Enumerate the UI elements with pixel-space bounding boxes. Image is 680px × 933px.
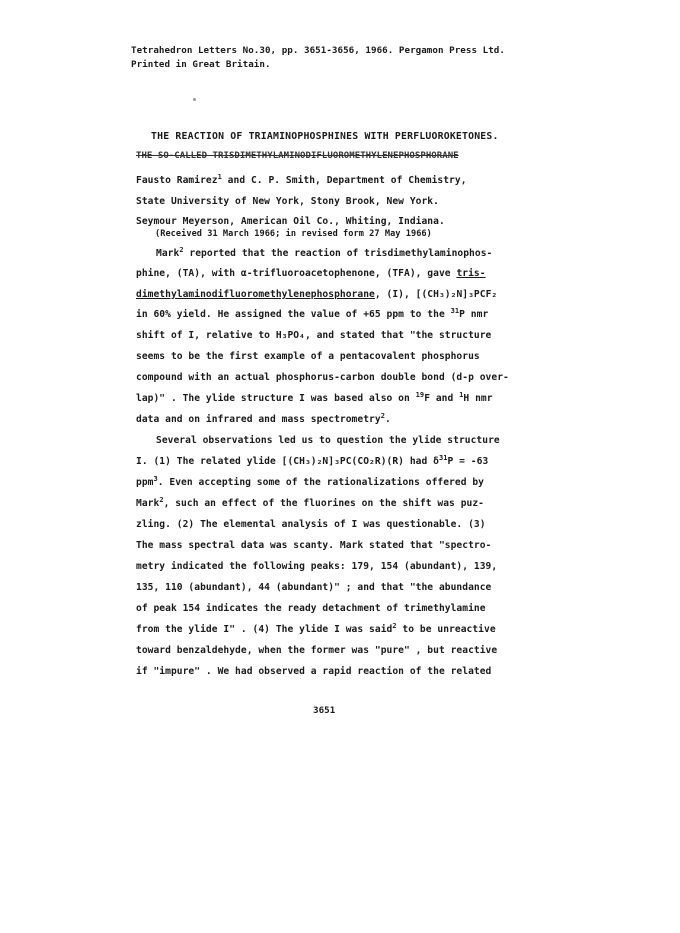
text-span: reported that the reaction of trisdimethylaminophos- <box>183 248 493 259</box>
citation-marker: 2 <box>392 622 397 630</box>
text-span: P nmr <box>459 309 489 320</box>
text-line: metry indicated the following peaks: 179, 154 (abundant), 139, <box>136 561 498 572</box>
header-line-2: Printed in Great Britain. <box>131 59 271 70</box>
paper-title: THE REACTION OF TRIAMINOPHOSPHINES WITH PERFLUOROKETONES. <box>151 131 499 142</box>
superscript: 1 <box>459 391 464 399</box>
superscript: 19 <box>415 391 425 399</box>
superscript: 31 <box>438 454 448 462</box>
struck-subtitle: THE SO-CALLED TRISDIMETHYLAMINODIFLUOROMETHYLENEPHOSPHORANE <box>136 151 459 161</box>
received-date: (Received 31 March 1966; in revised form 27 May 1966) <box>155 229 432 239</box>
text-line: toward benzaldehyde, when the former was "pure" , but reactive <box>136 645 498 656</box>
text-line: Several observations led us to question the ylide structure <box>156 435 500 446</box>
underlined-text: tris- <box>456 268 486 279</box>
text-line: shift of I, relative to H₃PO₄, and stated that "the structure <box>136 330 492 341</box>
text-line <box>136 289 497 300</box>
text-line: compound with an actual phosphorus-carbon double bond (d-p over- <box>136 372 509 383</box>
text-line <box>136 393 493 404</box>
text-span: P = -63 <box>447 456 489 467</box>
text-line: of peak 154 indicates the ready detachment of trimethylamine <box>136 603 486 614</box>
text-span: lap)" . The ylide structure I was based also on <box>136 393 416 404</box>
text-span: , (I), [(CH₃)₂N]₃PCF₂ <box>374 289 498 300</box>
citation-marker: 2 <box>179 246 184 254</box>
text-line <box>156 248 492 259</box>
citation-marker: 2 <box>159 496 164 504</box>
text-line <box>136 477 484 488</box>
text-line <box>136 309 488 320</box>
text-span: H nmr <box>463 393 493 404</box>
text-span: in 60% yield. He assigned the value of +65 ppm to the <box>136 309 451 320</box>
text-span: Mark <box>156 248 180 259</box>
underlined-text: dimethylaminodifluoromethylenephosphorane <box>136 289 375 300</box>
text-line <box>136 414 391 425</box>
text-span: ppm <box>136 477 154 488</box>
superscript: 31 <box>450 307 460 315</box>
author-line-1-rest: and C. P. Smith, Department of Chemistry, <box>221 175 467 186</box>
author-line-2: State University of New York, Stony Brook, New York. <box>136 196 439 207</box>
text-line: zling. (2) The elemental analysis of I was questionable. (3) <box>136 519 486 530</box>
text-line <box>136 268 486 279</box>
footnote-marker: 1 <box>217 173 222 181</box>
text-span: , such an effect of the fluorines on the shift was puz- <box>163 498 485 509</box>
header-line-1: Tetrahedron Letters No.30, pp. 3651-3656, 1966. Pergamon Press Ltd. <box>131 45 505 56</box>
text-span: data and on infrared and mass spectrometry <box>136 414 381 425</box>
author-name-ramirez: Fausto Ramirez <box>136 175 218 186</box>
author-line-1 <box>136 175 467 186</box>
citation-marker: 2 <box>380 412 385 420</box>
speck-mark <box>193 98 196 101</box>
text-line: seems to be the first example of a pentacovalent phosphorus <box>136 351 480 362</box>
text-line: The mass spectral data was scanty. Mark stated that "spectro- <box>136 540 492 551</box>
text-span: F and <box>424 393 460 404</box>
text-span: phine, (TA), with α-trifluoroacetophenone, (TFA), gave <box>136 268 457 279</box>
text-span: to be unreactive <box>396 624 496 635</box>
text-line <box>136 498 484 509</box>
page-number: 3651 <box>313 705 336 716</box>
citation-marker: 3 <box>153 475 158 483</box>
text-line: 135, 110 (abundant), 44 (abundant)" ; and that "the abundance <box>136 582 492 593</box>
author-line-3: Seymour Meyerson, American Oil Co., Whiting, Indiana. <box>136 216 445 227</box>
text-span: I. (1) The related ylide [(CH₃)₂N]₃PC(CO₂R)(R) had δ <box>136 456 439 467</box>
text-span: Mark <box>136 498 160 509</box>
text-span: . <box>384 414 391 425</box>
text-span: from the ylide I" . (4) The ylide I was said <box>136 624 393 635</box>
text-span: . Even accepting some of the rationalizations offered by <box>157 477 485 488</box>
text-line <box>136 456 488 467</box>
text-line: if "impure" . We had observed a rapid reaction of the related <box>136 666 492 677</box>
text-line <box>136 624 496 635</box>
